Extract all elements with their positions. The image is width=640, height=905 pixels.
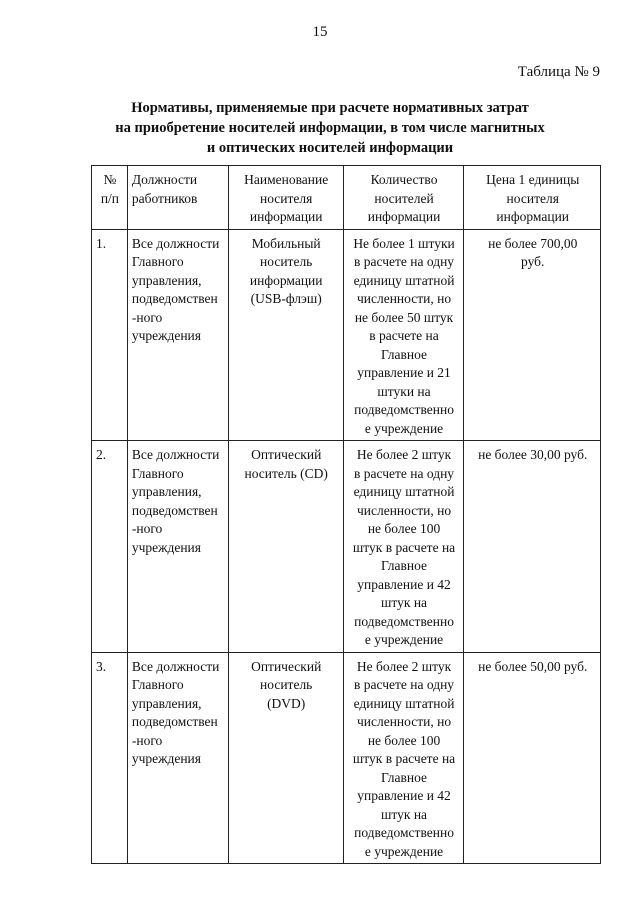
- header-price: Цена 1 единицы носителя информации: [464, 166, 601, 230]
- table-label: Таблица № 9: [517, 64, 600, 80]
- cell-price: не более 700,00 руб.: [464, 229, 601, 441]
- header-quantity: Количество носителей информации: [343, 166, 464, 230]
- cell-number: 2.: [92, 441, 128, 653]
- cell-positions: Все должности Главного управления, подведомствен -ного учреждения: [127, 441, 228, 653]
- cell-price: не более 50,00 руб.: [464, 652, 601, 864]
- title-line-1: Нормативы, применяемые при расчете нормативных затрат: [131, 100, 529, 116]
- table-row: [92, 652, 601, 864]
- cell-quantity: Не более 2 штук в расчете на одну единицу штатной численности, но не более 100 штук в расчете на Главное управление и 42 штук на подведомственно е учреждение: [343, 652, 464, 864]
- cell-price: не более 30,00 руб.: [464, 441, 601, 653]
- cell-positions: Все должности Главного управления, подведомствен -ного учреждения: [127, 229, 228, 441]
- header-positions: Должности работников: [127, 166, 228, 230]
- title-line-2: на приобретение носителей информации, в том числе магнитных: [115, 120, 545, 136]
- table-row: [92, 229, 601, 441]
- cell-media-name: Мобильный носитель информации (USB-флэш): [228, 229, 343, 441]
- cell-number: 1.: [92, 229, 128, 441]
- header-media-name: Наименование носителя информации: [228, 166, 343, 230]
- header-number: № п/п: [92, 166, 128, 230]
- cell-positions: Все должности Главного управления, подведомствен -ного учреждения: [127, 652, 228, 864]
- table-row: [92, 441, 601, 653]
- page-number: 15: [312, 24, 328, 40]
- cell-quantity: Не более 1 штуки в расчете на одну единицу штатной численности, но не более 50 штук в расчете на Главное управление и 21 штуки на подведомственно е учреждение: [343, 229, 464, 441]
- cell-quantity: Не более 2 штук в расчете на одну единицу штатной численности, но не более 100 штук в расчете на Главное управление и 42 штук на подведомственно е учреждение: [343, 441, 464, 653]
- table-header-row: [92, 166, 601, 230]
- cell-number: 3.: [92, 652, 128, 864]
- norms-table: [91, 165, 601, 864]
- title-line-3: и оптических носителей информации: [206, 140, 454, 156]
- cell-media-name: Оптический носитель (CD): [228, 441, 343, 653]
- document-title: [60, 98, 600, 158]
- cell-media-name: Оптический носитель (DVD): [228, 652, 343, 864]
